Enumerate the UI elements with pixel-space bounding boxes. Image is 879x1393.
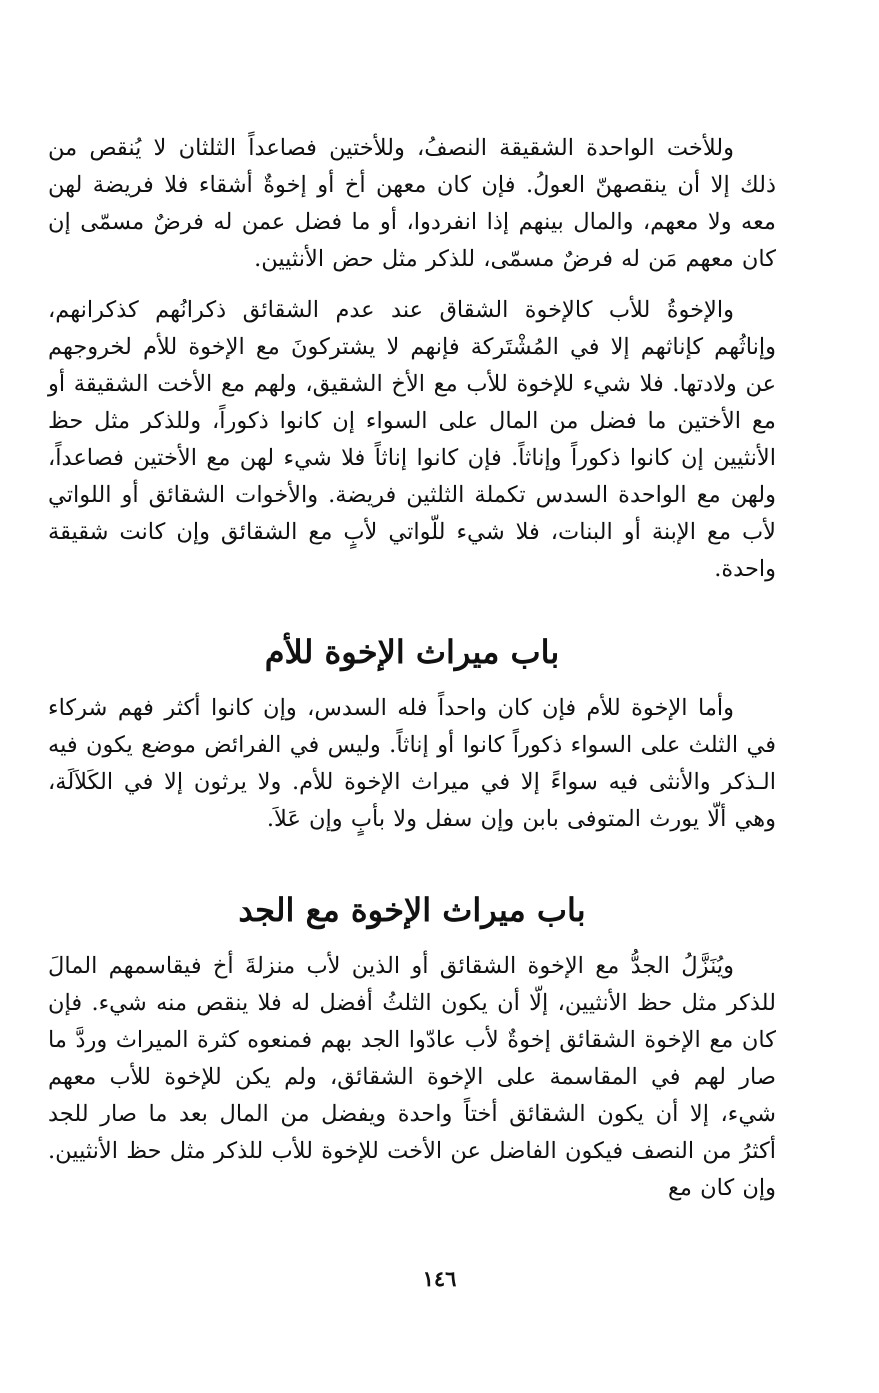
page-number: ١٤٦: [422, 1266, 457, 1291]
paragraph: وللأخت الواحدة الشقيقة النصفُ، وللأختين فصاعداً الثلثان لا يُنقص من ذلك إلا أن ينقصهنّ العولُ. فإن كان معهن أخ أو إخوةٌ أشقاء فلا فريضة لهن معه ولا معهم، والمال بينهم إذا انفردوا، أو ما فضل عمن له فرضٌ مسمّى إن كان معهم مَن له فرضٌ مسمّى، للذكر مثل حض الأنثيين.: [48, 135, 776, 272]
section-heading: باب ميراث الإخوة للأم: [264, 633, 560, 671]
paragraph: وأما الإخوة للأم فإن كان واحداً فله السدس، وإن كانوا أكثر فهم شركاء في الثلث على السواء ذكوراً كانوا أو إناثاً. وليس في الفرائض موضع يكون فيه الـذكر والأنثى فيه سواءً إلا في ميراث الإخوة للأم. ولا يرثون إلا في الكَلاَلَة، وهي ألّا يورث المتوفى بابن وإن سفل ولا بأبٍ وإن عَلاَ.: [48, 695, 776, 832]
paragraph: ويُنَزَّلُ الجدُّ مع الإخوة الشقائق أو الذين لأب منزلةَ أخ فيقاسمهم المالَ للذكر مثل حظ الأنثيين، إلّا أن يكون الثلثُ أفضل له فلا ينقص منه شيء. فإن كان مع الإخوة الشقائق إخوةٌ لأب عادّوا الجد بهم فمنعوه كثرة الميراث وردَّ ما صار لهم في المقاسمة على الإخوة الشقائق، ولم يكن للإخوة للأب معهم شيء، إلا أن يكون الشقائق أختاً واحدة ويفضل من المال بعد ما صار للجد أكثرُ من النصف فيكون الفاضل عن الأخت للإخوة للأب للذكر مثل حظ الأنثيين. وإن كان مع: [48, 953, 776, 1201]
paragraph: والإخوةُ للأب كالإخوة الشقاق عند عدم الشقائق ذكرانُهم كذكرانهم، وإناثُهم كإناثهم إلا في المُشْتَركة فإنهم لا يشتركونَ مع الإخوة للأم لخروجهم عن ولادتها. فلا شيء للإخوة للأب مع الأخ الشقيق، ولهم مع الأخت الشقيقة أو مع الأختين ما فضل من المال على السواء إن كانوا ذكوراً، وللذكر مثل حظ الأنثيين إن كانوا ذكوراً وإناثاً. فإن كانوا إناثاً فلا شيء لهن مع الأختين فصاعداً، ولهن مع الواحدة السدس تكملة الثلثين فريضة. والأخوات الشقائق أو اللواتي لأب مع الإبنة أو البنات، فلا شيء للّواتي لأبٍ مع الشقائق وإن كانت شقيقة واحدة.: [48, 297, 776, 582]
section-heading: باب ميراث الإخوة مع الجد: [238, 891, 586, 929]
page-body: [48, 130, 776, 1330]
